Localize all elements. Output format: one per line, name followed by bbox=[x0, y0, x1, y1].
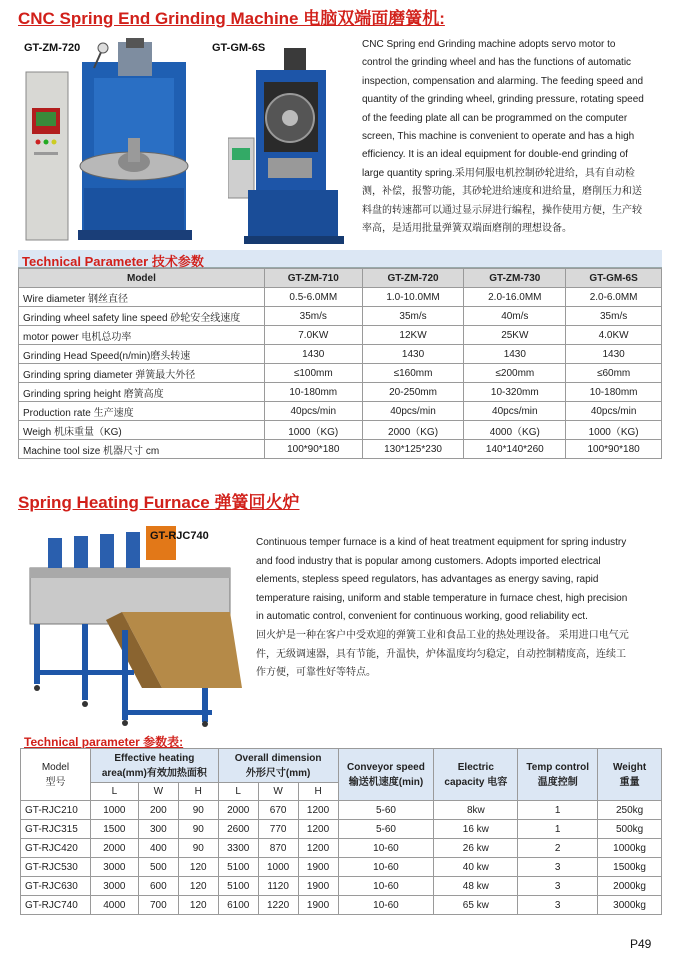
table-cell: 5-60 bbox=[338, 801, 434, 820]
table-cell: 3000 bbox=[90, 877, 138, 896]
header-line: 型号 bbox=[45, 776, 66, 788]
table-cell: 26 kw bbox=[434, 839, 518, 858]
table-cell: 1430 bbox=[264, 345, 362, 364]
table-cell: motor power 电机总功率 bbox=[19, 326, 265, 345]
table-row bbox=[21, 820, 662, 839]
furnace-desc-line: 件，无级调速器，具有节能，升温快，炉体温度均匀稳定，自动控制精度高，连续工 bbox=[256, 648, 626, 660]
table-cell: Machine tool size 机器尺寸 cm bbox=[19, 440, 265, 459]
table-cell: Production rate 生产速度 bbox=[19, 402, 265, 421]
furnace-desc-line: temperature raising, uniform and stable temperature in furnace chest, high precision bbox=[256, 592, 628, 604]
col-temp-header bbox=[518, 749, 598, 801]
table-cell: 3000 bbox=[90, 858, 138, 877]
table-cell: 1000kg bbox=[598, 839, 662, 858]
table-cell: 6100 bbox=[218, 896, 258, 915]
table-cell: Grinding spring height 磨簧高度 bbox=[19, 383, 265, 402]
cnc-desc-line: efficiency. It is an ideal equipment for double-end grinding of bbox=[362, 149, 628, 161]
furnace-desc-line: and food industry that is popular among customers. Adopts imported electrical bbox=[256, 555, 601, 567]
header-line: Effective heating bbox=[114, 752, 195, 764]
table-cell: 700 bbox=[138, 896, 178, 915]
table-row bbox=[21, 877, 662, 896]
table-row bbox=[19, 402, 662, 421]
table-cell: ≤200mm bbox=[464, 364, 566, 383]
table-cell: 5-60 bbox=[338, 820, 434, 839]
table-cell: 2 bbox=[518, 839, 598, 858]
table-cell: 2000 bbox=[90, 839, 138, 858]
col-model-header bbox=[21, 749, 91, 801]
table-cell: 40pcs/min bbox=[264, 402, 362, 421]
furnace-desc-line: elements, stepless speed regulators, has advantages as energy saving, rapid bbox=[256, 574, 599, 586]
table-cell: 120 bbox=[178, 877, 218, 896]
table-cell: GT-RJC630 bbox=[21, 877, 91, 896]
table-cell: 40 kw bbox=[434, 858, 518, 877]
model-tag-rjc740: GT-RJC740 bbox=[150, 530, 209, 542]
table-cell: 2600 bbox=[218, 820, 258, 839]
table-cell: 1 bbox=[518, 801, 598, 820]
table-cell: 8kw bbox=[434, 801, 518, 820]
col-electric-header bbox=[434, 749, 518, 801]
table-cell: 40pcs/min bbox=[362, 402, 464, 421]
table-cell: 90 bbox=[178, 801, 218, 820]
table-cell: 1000（KG) bbox=[566, 421, 662, 440]
table-header-cell: Model bbox=[19, 269, 265, 288]
table-row bbox=[19, 383, 662, 402]
table-row bbox=[19, 345, 662, 364]
table-cell: 1000 bbox=[90, 801, 138, 820]
table-cell: 10-180mm bbox=[264, 383, 362, 402]
table-cell: Grinding Head Speed(n/min)磨头转速 bbox=[19, 345, 265, 364]
table-cell: 40pcs/min bbox=[464, 402, 566, 421]
table-cell: 10-320mm bbox=[464, 383, 566, 402]
header-line: 温度控制 bbox=[537, 776, 578, 788]
table-cell: 1900 bbox=[298, 858, 338, 877]
table-cell: 10-60 bbox=[338, 896, 434, 915]
table-cell: Grinding spring diameter 弹簧最大外径 bbox=[19, 364, 265, 383]
table-cell: GT-RJC740 bbox=[21, 896, 91, 915]
cnc-desc-line: 料盘的转速都可以通过显示屏进行编程，操作使用方便，生产较 bbox=[362, 204, 642, 216]
col-weight-header bbox=[598, 749, 662, 801]
table-cell: 500 bbox=[138, 858, 178, 877]
table-cell: 1 bbox=[518, 820, 598, 839]
sub-header-cell: W bbox=[258, 783, 298, 801]
furnace-desc-line: 回火炉是一种在客户中受欢迎的弹簧工业和食品工业的热处理设备。 采用进口电气元 bbox=[256, 629, 629, 641]
table-cell: Wire diameter 钢丝直径 bbox=[19, 288, 265, 307]
table-cell: 4000 bbox=[90, 896, 138, 915]
table-cell: 500kg bbox=[598, 820, 662, 839]
table-cell: 120 bbox=[178, 858, 218, 877]
table-cell: 10-60 bbox=[338, 877, 434, 896]
cnc-desc-line: 率高，是适用批量弹簧双端面磨削的理想设备。 bbox=[362, 223, 572, 235]
table-cell: 2.0-16.0MM bbox=[464, 288, 566, 307]
table-cell: ≤60mm bbox=[566, 364, 662, 383]
furnace-desc-line: 作方便，可靠性好等特点。 bbox=[256, 667, 376, 679]
table-cell: 20-250mm bbox=[362, 383, 464, 402]
table-cell: 35m/s bbox=[566, 307, 662, 326]
heating-furnace-image bbox=[22, 520, 242, 728]
cnc-desc-line: control the grinding wheel and has the functions of automatic bbox=[362, 57, 632, 69]
heat-param-heading: Technical parameter 参数表: bbox=[24, 735, 184, 749]
table-cell: GT-RJC420 bbox=[21, 839, 91, 858]
header-line: 外形尺寸(mm) bbox=[245, 767, 311, 779]
table-cell: 3 bbox=[518, 858, 598, 877]
cnc-desc-line: of the feeding plate all can be programmed on the computer bbox=[362, 112, 628, 124]
header-line: Electric bbox=[457, 761, 494, 773]
table-cell: 120 bbox=[178, 896, 218, 915]
table-cell: 3000kg bbox=[598, 896, 662, 915]
table-cell: 10-60 bbox=[338, 858, 434, 877]
table-cell: GT-RJC315 bbox=[21, 820, 91, 839]
table-cell: 0.5-6.0MM bbox=[264, 288, 362, 307]
table-header-cell: GT-ZM-730 bbox=[464, 269, 566, 288]
table-cell: 300 bbox=[138, 820, 178, 839]
table-cell: 770 bbox=[258, 820, 298, 839]
table-cell: 7.0KW bbox=[264, 326, 362, 345]
table-cell: 670 bbox=[258, 801, 298, 820]
table-cell: 1200 bbox=[298, 839, 338, 858]
table-cell: Weigh 机床重量（KG) bbox=[19, 421, 265, 440]
table-row bbox=[19, 307, 662, 326]
table-cell: 10-60 bbox=[338, 839, 434, 858]
table-header-cell: GT-ZM-720 bbox=[362, 269, 464, 288]
table-cell: 100*90*180 bbox=[264, 440, 362, 459]
furnace-section-title: Spring Heating Furnace 弹簧回火炉 bbox=[18, 493, 300, 512]
table-cell: 1900 bbox=[298, 877, 338, 896]
table-cell: 16 kw bbox=[434, 820, 518, 839]
tech-param-heading: Technical Parameter 技术参数 bbox=[22, 254, 204, 269]
header-line: area(mm)有效加热面积 bbox=[101, 767, 207, 779]
table-cell: 3300 bbox=[218, 839, 258, 858]
table-cell: 65 kw bbox=[434, 896, 518, 915]
table-cell: 1200 bbox=[298, 820, 338, 839]
header-line: capacity 电容 bbox=[444, 776, 508, 788]
cnc-desc-line: quantity of the grinding wheel, grinding pressure, rotating speed bbox=[362, 94, 644, 106]
col-conveyor-header bbox=[338, 749, 434, 801]
header-line: Model bbox=[41, 761, 70, 773]
header-line: 输送机速度(min) bbox=[348, 776, 424, 788]
table-cell: 10-180mm bbox=[566, 383, 662, 402]
table-row bbox=[21, 839, 662, 858]
heat-param-table bbox=[20, 748, 662, 915]
model-tag-zm720: GT-ZM-720 bbox=[24, 42, 81, 54]
table-cell: 25KW bbox=[464, 326, 566, 345]
header-line: Conveyor speed bbox=[347, 761, 425, 773]
cnc-desc-line: CNC Spring end Grinding machine adopts servo motor to bbox=[362, 39, 616, 50]
table-cell: 40pcs/min bbox=[566, 402, 662, 421]
table-cell: 2.0-6.0MM bbox=[566, 288, 662, 307]
header-line: Weight bbox=[613, 761, 647, 773]
header-line: 重量 bbox=[619, 776, 640, 788]
table-cell: 12KW bbox=[362, 326, 464, 345]
table-cell: 90 bbox=[178, 839, 218, 858]
table-cell: 870 bbox=[258, 839, 298, 858]
table-cell: 1500 bbox=[90, 820, 138, 839]
table-cell: 140*140*260 bbox=[464, 440, 566, 459]
col-overall-header bbox=[218, 749, 338, 783]
table-cell: 1900 bbox=[298, 896, 338, 915]
table-cell: 1220 bbox=[258, 896, 298, 915]
grinding-machine-zm720-image bbox=[24, 38, 212, 244]
model-tag-gm6s: GT-GM-6S bbox=[212, 42, 266, 54]
table-cell: 1.0-10.0MM bbox=[362, 288, 464, 307]
tech-param-heading-bar bbox=[18, 250, 662, 268]
cnc-desc-line: large quantity spring.采用伺服电机控制砂轮进给，具有自动检 bbox=[362, 167, 635, 179]
cnc-description bbox=[362, 36, 664, 238]
col-area-header bbox=[90, 749, 218, 783]
sub-header-cell: W bbox=[138, 783, 178, 801]
sub-header-cell: H bbox=[178, 783, 218, 801]
cnc-desc-line: screen, This machine is convenient to operate and has a high bbox=[362, 131, 635, 143]
table-cell: 4.0KW bbox=[566, 326, 662, 345]
table-cell: 250kg bbox=[598, 801, 662, 820]
table-row bbox=[19, 326, 662, 345]
table-cell: 130*125*230 bbox=[362, 440, 464, 459]
table-cell: 2000（KG) bbox=[362, 421, 464, 440]
table-cell: ≤100mm bbox=[264, 364, 362, 383]
table-cell: 4000（KG) bbox=[464, 421, 566, 440]
table-row bbox=[19, 364, 662, 383]
tech-param-table bbox=[18, 268, 662, 459]
table-header-row bbox=[21, 749, 662, 783]
header-line: Overall dimension bbox=[234, 752, 322, 764]
table-cell: 1430 bbox=[362, 345, 464, 364]
table-cell: 100*90*180 bbox=[566, 440, 662, 459]
table-cell: 1200 bbox=[298, 801, 338, 820]
table-row bbox=[21, 801, 662, 820]
grinding-machine-gm6s-image bbox=[228, 48, 350, 244]
table-cell: 3 bbox=[518, 896, 598, 915]
table-cell: 48 kw bbox=[434, 877, 518, 896]
table-cell: 5100 bbox=[218, 858, 258, 877]
table-cell: ≤160mm bbox=[362, 364, 464, 383]
furnace-desc-line: Continuous temper furnace is a kind of heat treatment equipment for spring industry bbox=[256, 537, 627, 548]
table-cell: 35m/s bbox=[264, 307, 362, 326]
table-cell: 2000kg bbox=[598, 877, 662, 896]
table-cell: 5100 bbox=[218, 877, 258, 896]
table-header-row bbox=[19, 269, 662, 288]
furnace-desc-line: in automatic control, convenient for continuous working, good reliability ect. bbox=[256, 611, 588, 623]
table-cell: 1000（KG) bbox=[264, 421, 362, 440]
table-cell: 1000 bbox=[258, 858, 298, 877]
sub-header-cell: L bbox=[218, 783, 258, 801]
table-header-cell: GT-ZM-710 bbox=[264, 269, 362, 288]
table-cell: 1500kg bbox=[598, 858, 662, 877]
table-cell: 200 bbox=[138, 801, 178, 820]
cnc-desc-line: 测，补偿，报警功能，其砂轮进给速度和进给量，磨削压力和送 bbox=[362, 186, 642, 198]
table-cell: 600 bbox=[138, 877, 178, 896]
sub-header-cell: L bbox=[90, 783, 138, 801]
table-cell: 2000 bbox=[218, 801, 258, 820]
table-cell: 40m/s bbox=[464, 307, 566, 326]
table-row bbox=[19, 288, 662, 307]
table-row bbox=[21, 896, 662, 915]
table-cell: GT-RJC530 bbox=[21, 858, 91, 877]
table-cell: GT-RJC210 bbox=[21, 801, 91, 820]
furnace-description bbox=[256, 534, 662, 683]
table-cell: 35m/s bbox=[362, 307, 464, 326]
cnc-desc-line: inspection, compensation and alarming. The feeding speed and bbox=[362, 75, 644, 87]
cnc-section-title: CNC Spring End Grinding Machine 电脑双端面磨簧机: bbox=[18, 9, 445, 28]
table-row bbox=[19, 440, 662, 459]
table-cell: 1120 bbox=[258, 877, 298, 896]
table-row bbox=[19, 421, 662, 440]
table-header-cell: GT-GM-6S bbox=[566, 269, 662, 288]
table-cell: 400 bbox=[138, 839, 178, 858]
page-number: P49 bbox=[630, 937, 652, 951]
table-row bbox=[21, 858, 662, 877]
table-cell: 3 bbox=[518, 877, 598, 896]
table-cell: Grinding wheel safety line speed 砂轮安全线速度 bbox=[19, 307, 265, 326]
header-line: Temp control bbox=[526, 761, 589, 773]
table-cell: 1430 bbox=[464, 345, 566, 364]
table-cell: 90 bbox=[178, 820, 218, 839]
sub-header-cell: H bbox=[298, 783, 338, 801]
table-cell: 1430 bbox=[566, 345, 662, 364]
